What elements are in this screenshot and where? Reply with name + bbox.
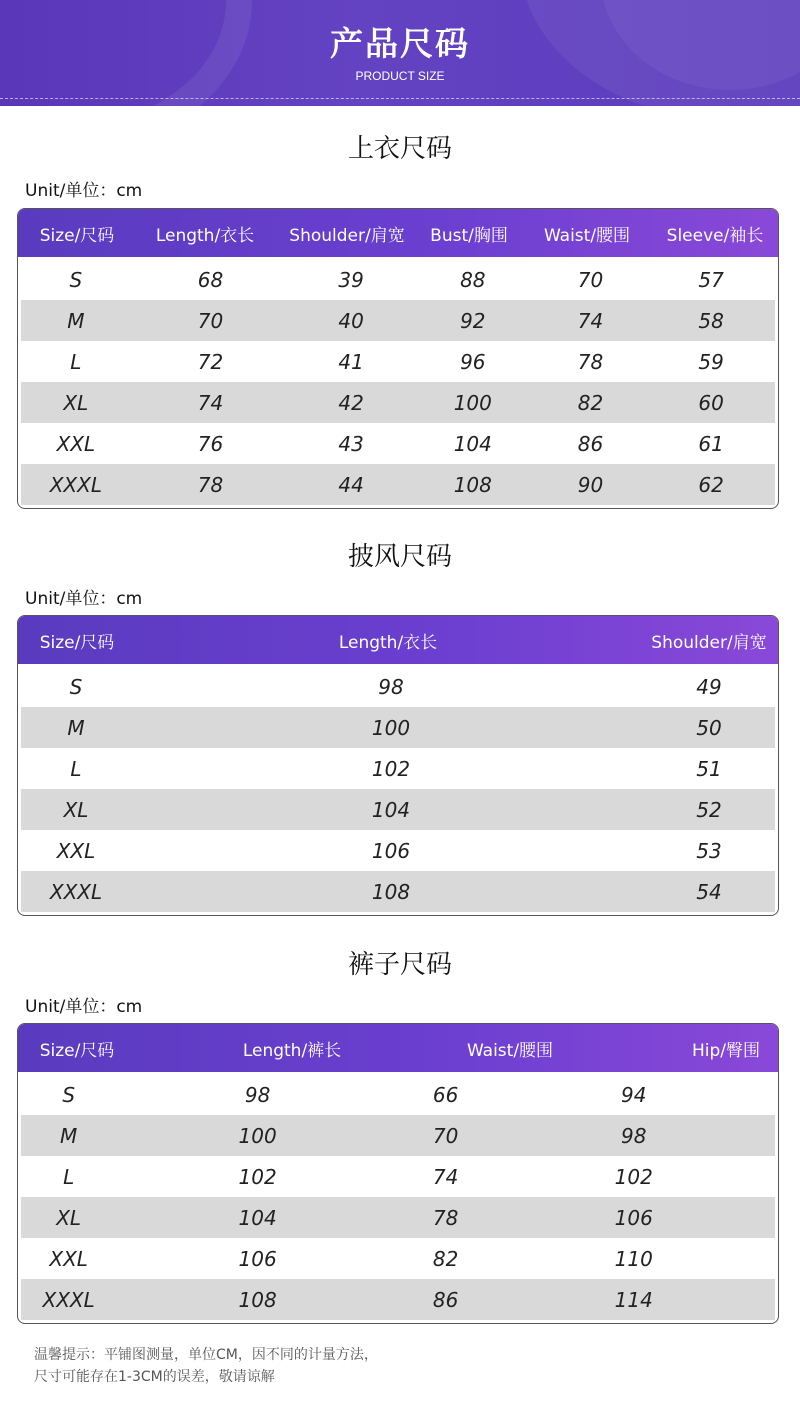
table-cell: 41: [338, 349, 364, 374]
table-row: [21, 789, 775, 830]
table-cell: 86: [577, 431, 604, 456]
header-cell: Bust/胸围: [430, 225, 508, 246]
size-table-pants: [17, 1023, 779, 1324]
table-row: [21, 1074, 775, 1115]
table-cell: 72: [197, 349, 224, 374]
table-cell: S: [69, 674, 83, 699]
table-cell: 70: [197, 308, 224, 333]
table-header: [18, 209, 778, 257]
table-cell: 86: [432, 1287, 459, 1312]
header-cell: Size/尺码: [39, 632, 115, 653]
table-cell: 52: [696, 797, 722, 822]
table-cell: 102: [371, 756, 411, 781]
table-cell: 100: [238, 1123, 277, 1148]
table-row: [21, 259, 775, 300]
table-body: [18, 1072, 778, 1323]
measurement-note: [34, 1344, 378, 1388]
table-cell: 68: [197, 267, 224, 292]
table-cell: XL: [56, 1205, 82, 1230]
note-line: 温馨提示：平铺图测量，单位CM，因不同的计量方法，: [34, 1347, 378, 1363]
header-cell: Length/衣长: [338, 632, 438, 653]
table-cell: M: [67, 715, 85, 740]
table-row: [21, 666, 775, 707]
header-cell: Waist/腰围: [543, 225, 631, 246]
table-cell: 94: [620, 1082, 647, 1107]
table-cell: 88: [460, 267, 486, 292]
table-cell: XXL: [56, 838, 96, 863]
table-cell: 50: [696, 715, 722, 740]
table-cell: 100: [453, 390, 492, 415]
table-row: [21, 1238, 775, 1279]
table-cell: 106: [238, 1246, 277, 1271]
table-row: [21, 707, 775, 748]
table-header: [18, 1024, 778, 1072]
unit-label: Unit/单位：cm: [25, 181, 143, 201]
page-subtitle: PRODUCT SIZE: [355, 69, 445, 83]
header-cell: Hip/臀围: [691, 1040, 760, 1061]
header-cell: Length/裤长: [242, 1040, 342, 1061]
table-cell: 43: [338, 431, 364, 456]
table-cell: XL: [63, 390, 89, 415]
header-cell: Sleeve/袖长: [666, 225, 764, 246]
table-cell: 57: [698, 267, 724, 292]
table-header: [18, 616, 778, 664]
table-cell: 114: [614, 1287, 653, 1312]
section-title-tops: 上衣尺码: [347, 134, 452, 164]
header-cell: Size/尺码: [39, 1040, 115, 1061]
section-title-cape: 披风尺码: [347, 542, 452, 572]
table-cell: 78: [432, 1205, 459, 1230]
table-cell: 108: [371, 879, 411, 904]
header-cell: Shoulder/肩宽: [651, 632, 767, 653]
table-row: [21, 1156, 775, 1197]
table-cell: 106: [614, 1205, 653, 1230]
table-cell: 104: [371, 797, 411, 822]
table-cell: L: [63, 1164, 75, 1189]
header-cell: Size/尺码: [39, 225, 115, 246]
table-cell: 70: [432, 1123, 459, 1148]
table-cell: 98: [244, 1082, 271, 1107]
table-cell: XXXL: [49, 472, 102, 497]
table-cell: 108: [453, 472, 492, 497]
table-cell: XL: [63, 797, 89, 822]
table-cell: 54: [696, 879, 722, 904]
page-title: 产品尺码: [330, 24, 470, 63]
table-cell: 42: [338, 390, 364, 415]
table-cell: 44: [338, 472, 364, 497]
table-cell: 110: [614, 1246, 653, 1271]
table-row: [21, 1279, 775, 1320]
table-cell: 53: [696, 838, 722, 863]
table-cell: XXL: [49, 1246, 88, 1271]
table-row: [21, 341, 775, 382]
table-row: [21, 830, 775, 871]
table-cell: 106: [371, 838, 411, 863]
table-cell: 51: [696, 756, 722, 781]
table-cell: S: [62, 1082, 76, 1107]
table-cell: L: [70, 349, 82, 374]
table-cell: 104: [238, 1205, 277, 1230]
header-cell: Shoulder/肩宽: [289, 225, 405, 246]
table-cell: 92: [460, 308, 486, 333]
table-cell: 78: [197, 472, 224, 497]
table-cell: M: [60, 1123, 78, 1148]
table-cell: 90: [577, 472, 604, 497]
table-cell: 102: [614, 1164, 653, 1189]
table-row: [21, 423, 775, 464]
section-title-pants: 裤子尺码: [347, 950, 452, 980]
header-cell: Length/衣长: [155, 225, 255, 246]
table-cell: S: [69, 267, 83, 292]
banner-dashed-line: [0, 98, 800, 99]
table-cell: 62: [698, 472, 724, 497]
table-cell: L: [70, 756, 82, 781]
note-line: 尺寸可能存在1-3CM的误差，敬请谅解: [34, 1369, 275, 1385]
table-row: [21, 748, 775, 789]
table-cell: 104: [453, 431, 492, 456]
table-cell: 74: [432, 1164, 459, 1189]
table-cell: 76: [197, 431, 224, 456]
table-row: [21, 300, 775, 341]
table-cell: 58: [698, 308, 724, 333]
table-cell: 108: [238, 1287, 277, 1312]
table-cell: 66: [432, 1082, 459, 1107]
table-cell: 74: [577, 308, 604, 333]
size-table-cape: [17, 615, 779, 916]
table-row: [21, 464, 775, 505]
table-cell: 49: [696, 674, 722, 699]
table-cell: XXL: [56, 431, 96, 456]
size-table-tops: [17, 208, 779, 509]
table-cell: 61: [698, 431, 724, 456]
table-cell: XXXL: [49, 879, 103, 904]
table-cell: 96: [460, 349, 486, 374]
table-cell: 82: [432, 1246, 459, 1271]
table-row: [21, 382, 775, 423]
table-cell: 98: [378, 674, 404, 699]
table-cell: 74: [197, 390, 224, 415]
table-cell: 102: [238, 1164, 277, 1189]
table-cell: 82: [577, 390, 604, 415]
table-row: [21, 871, 775, 912]
table-body: [18, 257, 778, 508]
page-banner: [0, 0, 800, 106]
unit-label: Unit/单位：cm: [25, 589, 143, 609]
table-cell: 70: [577, 267, 604, 292]
table-row: [21, 1115, 775, 1156]
table-cell: 100: [371, 715, 411, 740]
table-cell: M: [67, 308, 85, 333]
table-cell: 78: [577, 349, 604, 374]
table-cell: 98: [620, 1123, 647, 1148]
table-cell: 40: [338, 308, 364, 333]
table-cell: 60: [698, 390, 724, 415]
unit-label: Unit/单位：cm: [25, 997, 143, 1017]
header-cell: Waist/腰围: [466, 1040, 554, 1061]
table-cell: 39: [338, 267, 364, 292]
table-row: [21, 1197, 775, 1238]
table-body: [18, 664, 778, 915]
table-cell: 59: [698, 349, 724, 374]
table-cell: XXXL: [42, 1287, 95, 1312]
